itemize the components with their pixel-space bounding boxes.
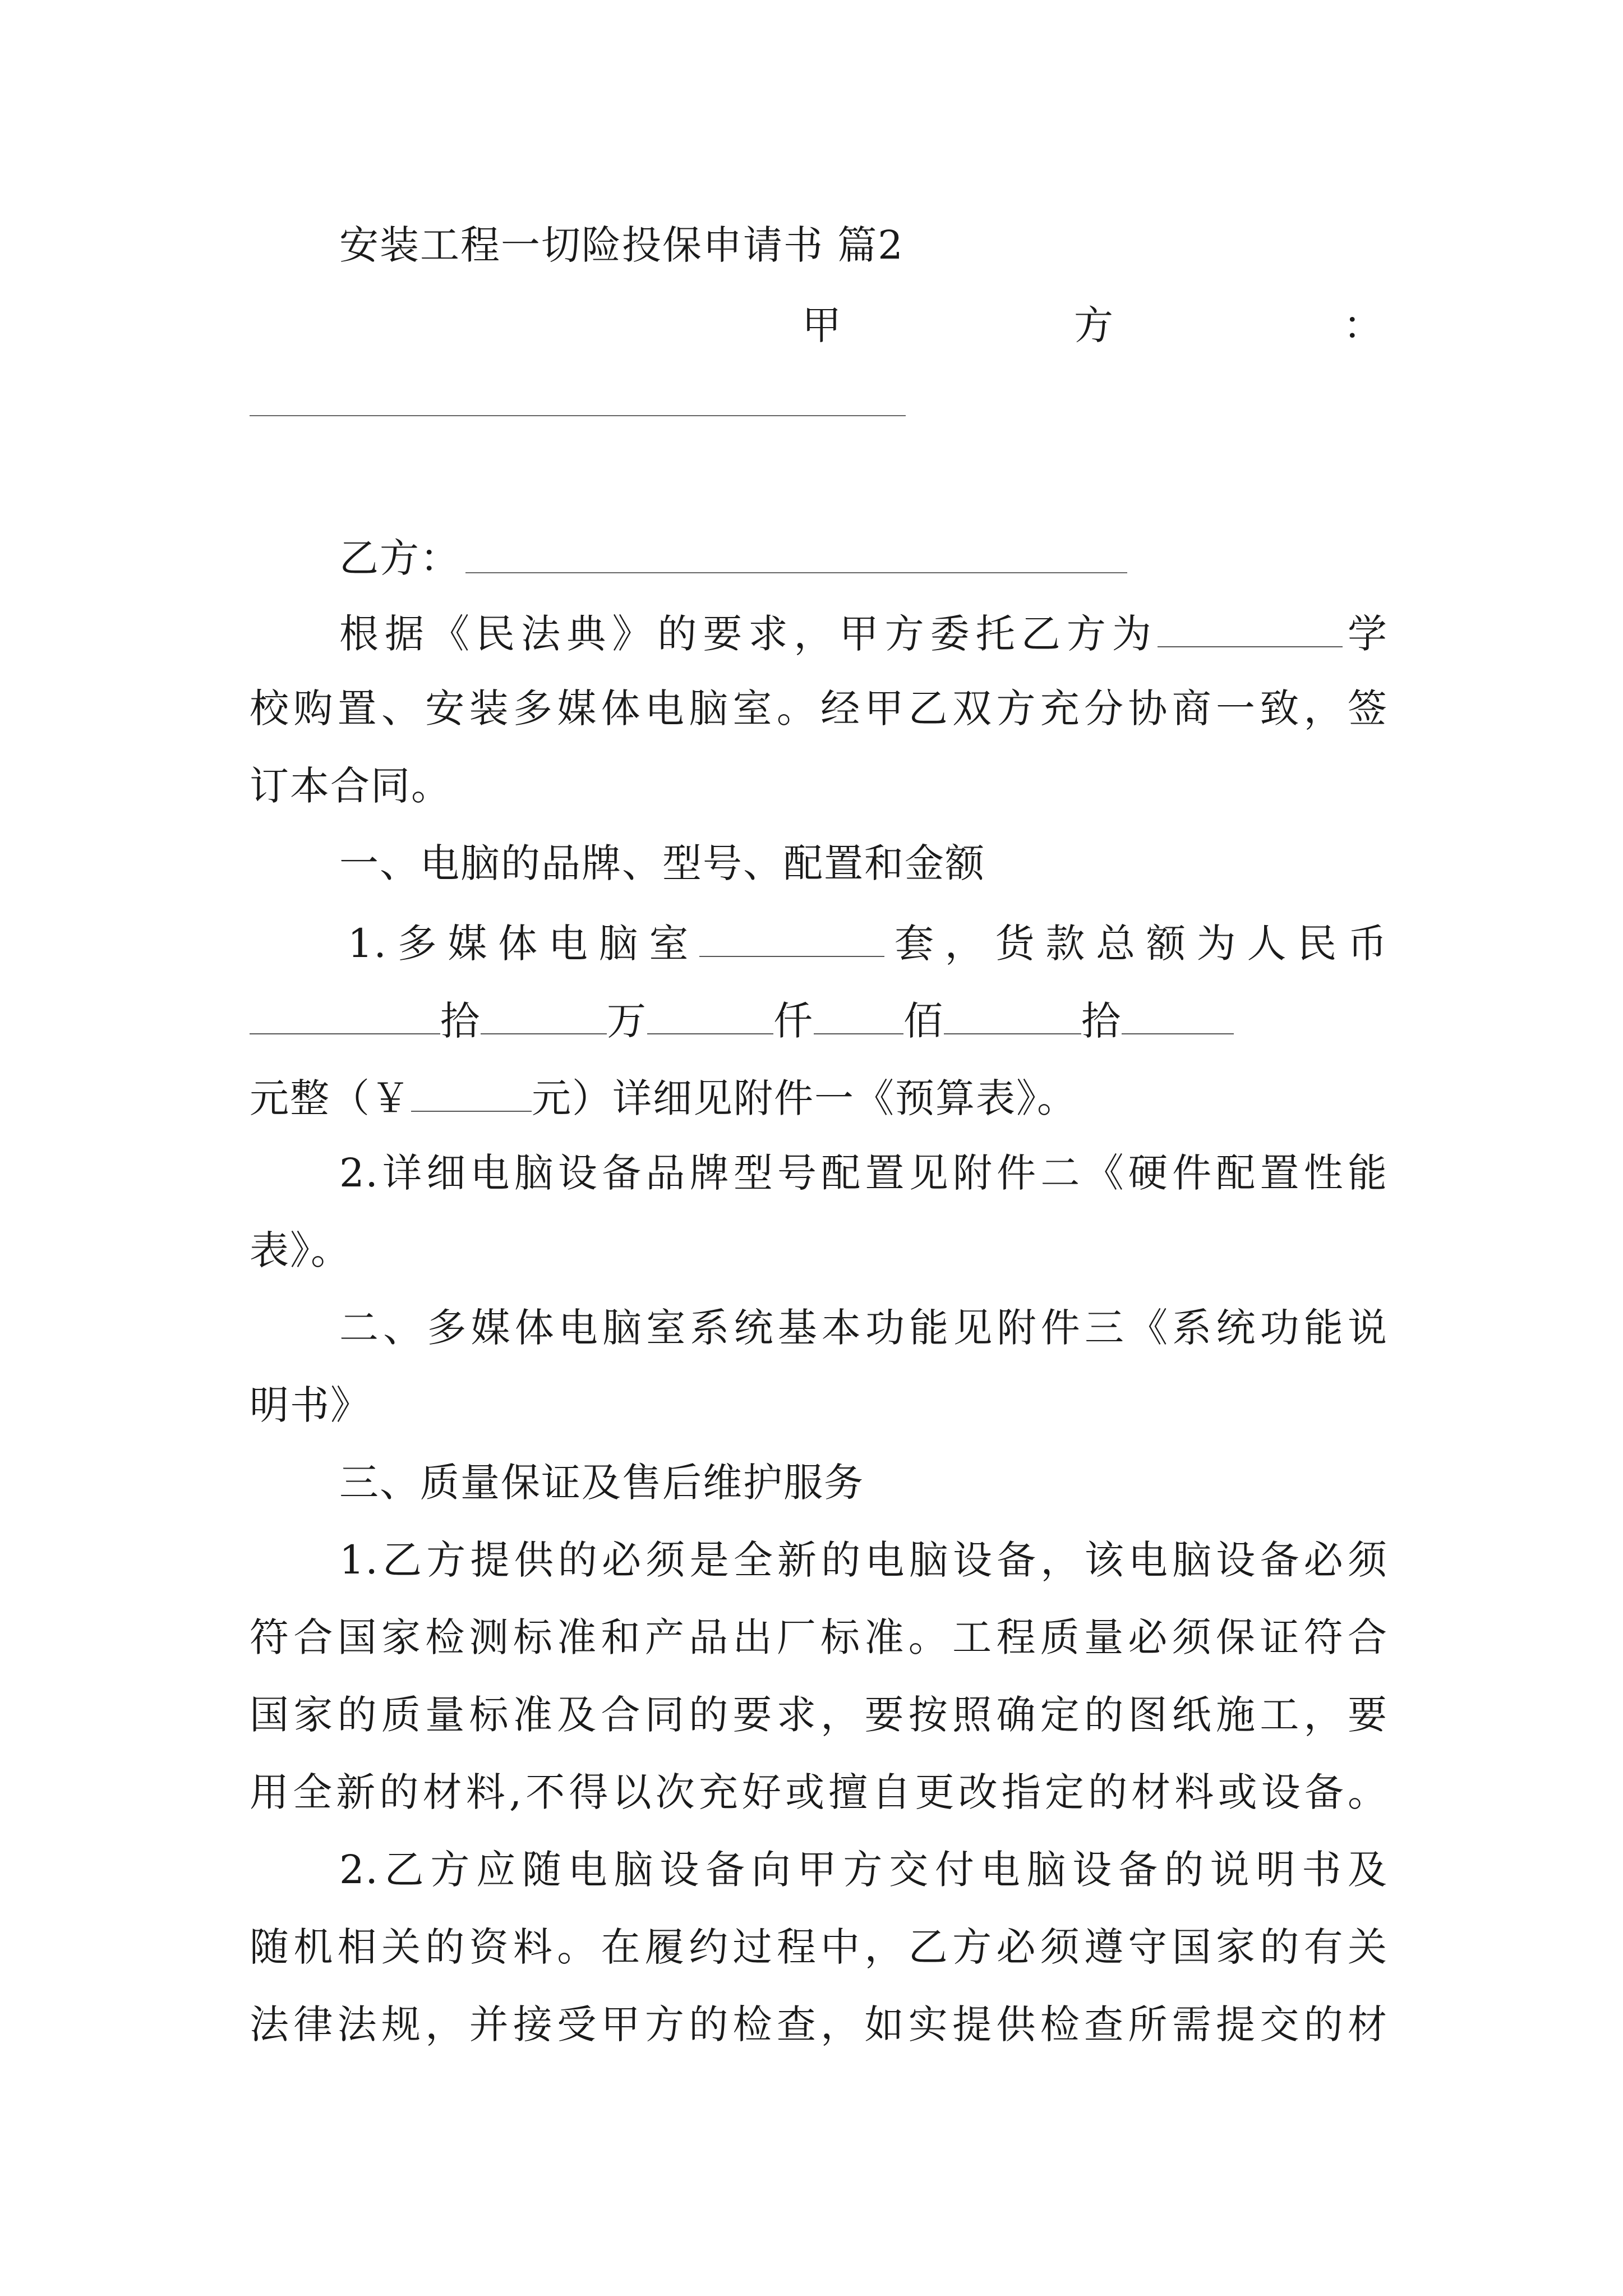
amount-blank-4 [814, 999, 903, 1034]
section-2-line-2: 明书》 [250, 1382, 371, 1428]
party-a-colon: ： [1343, 302, 1382, 348]
intro-line-1 [339, 611, 1389, 657]
intro-line-3: 订本合同。 [250, 763, 451, 809]
amount-blank-5 [944, 999, 1081, 1034]
amount-unit-3: 仟 [773, 998, 814, 1044]
quantity-blank [699, 921, 884, 957]
amount-unit-1: 拾 [440, 998, 481, 1044]
party-a-blank [250, 415, 906, 416]
clause-3-1-line-4: 用全新的材料,不得以次充好或擅自更改指定的材料或设备。 [250, 1769, 1388, 1815]
amount-blank-6 [1122, 999, 1234, 1034]
party-b-blank [465, 572, 1127, 573]
intro-line-2: 校购置、安装多媒体电脑室。经甲乙双方充分协商一致，签 [250, 685, 1388, 731]
item-2-line-2: 表》。 [250, 1227, 351, 1273]
item-1-line-3 [250, 1075, 1388, 1121]
intro-text-1-end: 学 [1342, 611, 1389, 657]
amount-unit-4: 佰 [903, 998, 944, 1044]
clause-3-1-line-1: 1.乙方提供的必须是全新的电脑设备，该电脑设备必须 [339, 1537, 1388, 1583]
school-name-blank [1158, 611, 1343, 647]
section-1-heading: 一、电脑的品牌、型号、配置和金额 [339, 840, 985, 886]
amount-blank-2 [481, 999, 607, 1034]
document-title: 安装工程一切险投保申请书 篇2 [339, 222, 904, 268]
party-a-char-2: 方 [1074, 302, 1113, 348]
section-3-heading: 三、质量保证及售后维护服务 [339, 1460, 864, 1506]
item-2-line-1: 2.详细电脑设备品牌型号配置见附件二《硬件配置性能 [339, 1150, 1388, 1196]
item-1-text-c2: 元）详细见附件一《预算表》。 [532, 1075, 1077, 1121]
clause-3-1-line-2: 符合国家检测标准和产品出厂标准。工程质量必须保证符合 [250, 1614, 1388, 1660]
amount-line [250, 998, 1388, 1044]
amount-figure-blank [411, 1076, 532, 1112]
intro-text-1: 根据《民法典》的要求，甲方委托乙方为 [339, 611, 1158, 657]
item-1-text-a: 1.多媒体电脑室 [348, 921, 700, 967]
item-1-text-b: 套，货款总额为人民币 [884, 921, 1389, 967]
amount-unit-2: 万 [607, 998, 647, 1044]
item-1-text-c1: 元整（￥ [250, 1075, 411, 1121]
amount-blank-3 [647, 999, 773, 1034]
party-a-char-1: 甲 [802, 302, 841, 348]
clause-3-2-line-3: 法律法规，并接受甲方的检查，如实提供检查所需提交的材 [250, 2001, 1388, 2047]
amount-unit-5: 拾 [1081, 998, 1122, 1044]
clause-3-2-line-1: 2.乙方应随电脑设备向甲方交付电脑设备的说明书及 [339, 1847, 1388, 1893]
section-2-line-1: 二、多媒体电脑室系统基本功能见附件三《系统功能说 [339, 1305, 1388, 1351]
item-1-line-1 [348, 921, 1389, 967]
clause-3-2-line-2: 随机相关的资料。在履约过程中，乙方必须遵守国家的有关 [250, 1924, 1388, 1970]
amount-blank-1 [250, 999, 440, 1034]
party-b-label: 乙方： [339, 535, 460, 581]
clause-3-1-line-3: 国家的质量标准及合同的要求，要按照确定的图纸施工，要 [250, 1692, 1388, 1738]
